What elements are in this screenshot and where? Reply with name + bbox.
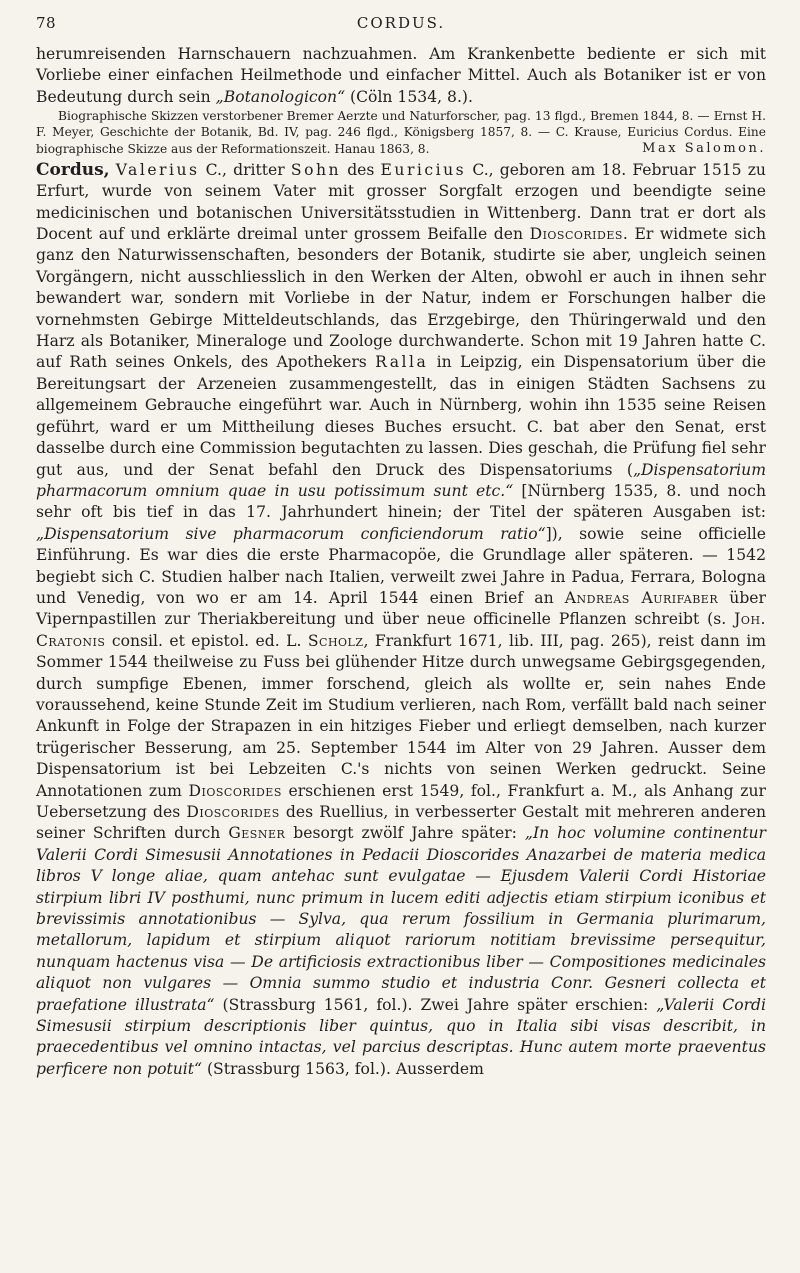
text-run: , Frankfurt 1671, lib. III, pag. 265), reist dann im Sommer 1544 theilweise zu Fuss bei glühender Hitze durch unwegsame Gebirgsgegenden, durch sumpfige Ebenen, immer forschend, gleich als wollte er, sein nahes Ende voraussehend, keine Stunde Zeit im Studium verlieren, nach Rom, verfällt bald nach seiner Ankunft in Folge der Strapazen in ein hitziges Fieber und erliegt demselben, nach kurzer trügerischer Besserung, am 25. September 1544 im Alter von 29 Jahren. Ausser dem Dispensatorium ist bei Lebzeiten C.'s nichts von seinen Werken gedruckt. Seine Annotationen zum (36, 631, 766, 800)
text-run: C., dritter (199, 160, 291, 179)
bibliography-sources: Biographische Skizzen verstorbener Bremer Aerzte und Naturforscher, pag. 13 flgd., Bremen 1844, 8. — Ernst H. F. Meyer, Geschichte der Botanik, Bd. IV, pag. 246 flgd., Königsberg 1857, 8. — C. Krause, Euricius Cordus. Eine biographische Skizze aus der Reformationszeit. Hanau 1863, 8. (36, 109, 766, 156)
work-title: „In hoc volumine continentur Valerii Cordi Simesusii Annotationes in Pedacii Dioscorides Anazarbei de materia medica libros V longe aliae, quam antehac sunt evulgatae — Ejusdem Valerii Cordi Historiae stirpium libri IV posthumi, nunc primum in lucem editi adjectis etiam stirpium iconibus et brevissimis annotationibus — Sylva, qua rerum fossilium in Germania plurimarum, metallorum, lapidum et stirpium aliquot rariorum notitiam brevissime persequitur, nunquam hactenus visa — De artificiosis extractionibus liber — Compositiones medicinales aliquot non vulgares — Omnia summo studio et industria Conr. Gesneri collecta et praefatione illustrata“ (36, 824, 767, 1014)
person-name: Dioscorides (186, 803, 280, 822)
work-title: „Botanologicon“ (215, 87, 346, 106)
text-run: besorgt zwölf Jahre später: (285, 824, 525, 843)
page-number: 78 (36, 14, 57, 32)
text-run: (Cöln 1534, 8.). (345, 87, 473, 106)
text-run: erschienen erst 1549, fol., Frankfurt a. M., als Anhang zur Uebersetzung des (36, 781, 766, 822)
person-name: Dioscorides (188, 781, 282, 800)
author-signature: Max Salomon. (642, 140, 766, 156)
person-name: Ralla (375, 353, 429, 372)
previous-entry-end (36, 44, 766, 156)
running-header (36, 14, 766, 32)
text-run: (Strassburg 1561, fol.). Zwei Jahre später erschien: (214, 995, 657, 1014)
work-title: „Dispensatorium sive pharmacorum conficiendorum ratio“ (36, 524, 546, 543)
work-title: „Valerii Cordi Simesusii stirpium descriptionis liber quintus, quo in Italia sibi visas describit, in praecedentibus vel omnino intactas, vel parcius descriptas. Hunc autem morte praeventus perficere non potuit“ (36, 995, 767, 1078)
person-name: Joh. Cratonis (36, 610, 766, 650)
text-run: consil. et epistol. ed. L. (105, 631, 308, 650)
running-title: CORDUS. (356, 14, 446, 32)
text-run: [Nürnberg 1535, 8. und noch sehr oft bis tief in das 17. Jahrhundert hinein; der Titel der späteren Ausgaben ist: (36, 481, 766, 522)
previous-entry-text (36, 44, 766, 108)
text-run: über Vipernpastillen zur Theriakbereitung und über neue officinelle Pflanzen schreibt (s. (36, 588, 766, 629)
work-title: „Dispensatorium pharmacorum omnium quae in usu potissimum sunt etc.“ (36, 460, 766, 500)
person-name: Dioscorides (529, 225, 623, 244)
text-run: des (341, 160, 381, 179)
text-run: herumreisenden Harnschauern nachzuahmen. Am Krankenbette bediente er sich mit Vorliebe einer einfachen Heilmethode und einfacher Mittel. Auch als Botaniker ist er von Bedeutung durch sein (36, 45, 766, 106)
person-name: Valerius (115, 160, 200, 179)
person-name: Euricius (380, 160, 467, 179)
person-name: Andreas Aurifaber (564, 588, 719, 607)
entry-cordus-valerius (36, 160, 766, 1080)
person-name: Scholz (307, 631, 364, 650)
text-run: . Er widmete sich ganz den Naturwissenschaften, besonders der Botanik, studirte sie aber, ungleich seinen Vorgängern, nicht ausschliesslich in den Werken der Alten, obwohl er auch in ihnen sehr bewandert war, sondern mit Vorliebe in der Natur, indem er Forschungen halber die vornehmsten Gebirge Mitteldeutschlands, das Erzgebirge, den Thüringerwald und den Harz als Botaniker, Mineraloge und Zoologe durchwanderte. Schon mit 19 Jahren hatte C. auf Rath seines Onkels, des Apothekers (36, 225, 766, 372)
text-run: C., geboren am 18. Februar 1515 zu Erfurt, wurde von seinem Vater mit grosser Sorgfalt erzogen und beendigte seine medicinischen und botanischen Universitätsstudien in Wittenberg. Dann trat er dort als Docent auf und erklärte dreimal unter grossem Beifalle den (36, 160, 766, 244)
text-run: ]), sowie seine officielle Einführung. Es war dies die erste Pharmacopöe, die Grundlage aller späteren. — 1542 begiebt sich C. Studien halber nach Italien, verweilt zwei Jahre in Padua, Ferrara, Bologna und Venedig, von wo er am 14. April 1544 einen Brief an (36, 524, 766, 607)
text-run: in Leipzig, ein Dispensatorium über die Bereitungsart der Arzeneien zusammengestellt, das in einigen Städten Sachsens zu allgemeinem Gebrauche eingeführt war. Auch in Nürnberg, wohin ihn 1535 seine Reisen geführt, ward er um Mittheilung dieses Buches ersucht. C. bat aber den Senat, erst dasselbe durch eine Commission begutachten zu lassen. Dies geschah, die Prüfung fiel sehr gut aus, und der Senat befahl den Druck des Dispensatoriums ( (36, 353, 766, 479)
emphasis-spaced: Sohn (290, 160, 342, 179)
person-name: Gesner (228, 824, 286, 843)
entry-body (36, 160, 766, 1080)
text-run: (Strassburg 1563, fol.). Ausserdem (202, 1059, 484, 1078)
text-run: des Ruellius, in verbesserter Gestalt mit mehreren anderen seiner Schriften durch (36, 803, 766, 843)
entry-headword: Cordus, (36, 159, 110, 180)
